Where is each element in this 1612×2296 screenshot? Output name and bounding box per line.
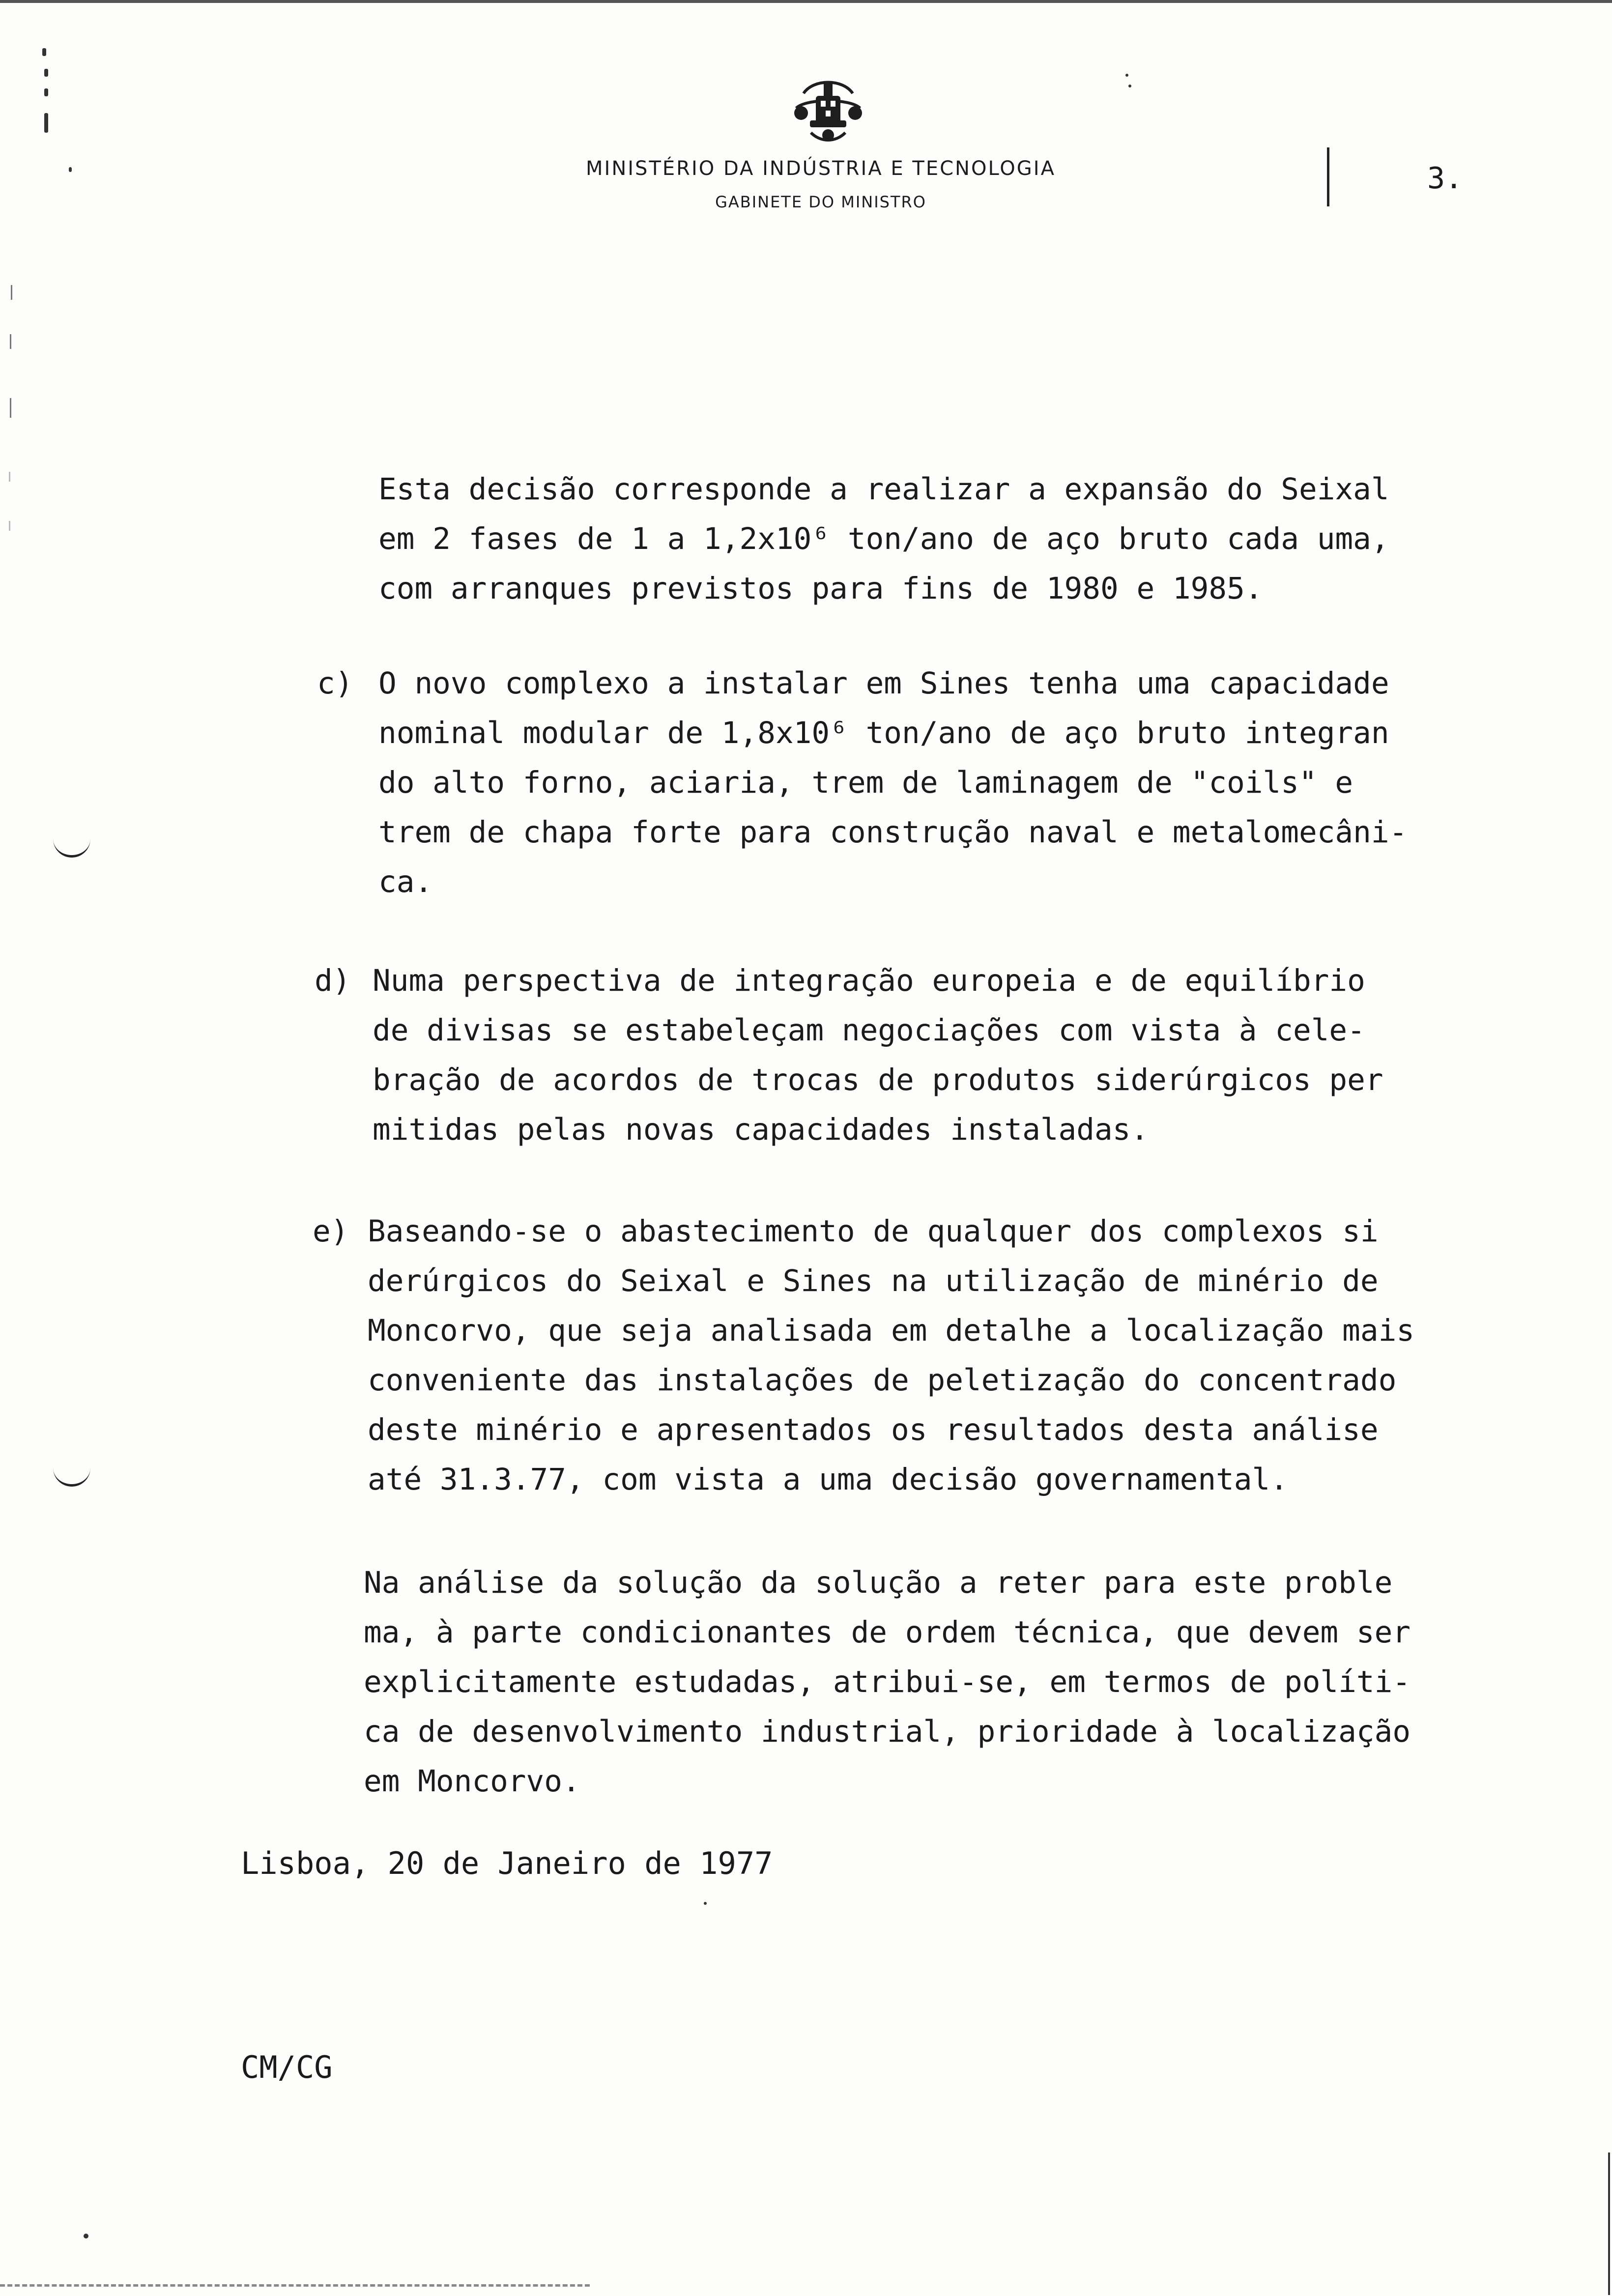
dateline: Lisboa, 20 de Janeiro de 1977: [241, 1845, 773, 1881]
text-line: deste minério e apresentados os resultados desta análise: [368, 1412, 1379, 1447]
text-line: mitidas pelas novas capacidades instaladas.: [373, 1112, 1149, 1147]
text-line: até 31.3.77, com vista a uma decisão governamental.: [368, 1462, 1288, 1497]
text-line: do alto forno, aciaria, trem de laminagem de "coils" e: [378, 765, 1353, 800]
closing-paragraph: [364, 1558, 1410, 1806]
text-line: com arranques previstos para fins de 1980 e 1985.: [378, 571, 1263, 606]
coat-of-arms-icon: [786, 74, 870, 147]
text-line: ca.: [378, 864, 433, 899]
margin-tick: [10, 334, 11, 349]
text-line: Esta decisão corresponde a realizar a expansão do Seixal: [378, 472, 1389, 507]
speck: [1128, 85, 1131, 87]
intro-paragraph: [378, 464, 1389, 613]
text-line: de divisas se estabeleçam negociações com vista à cele-: [373, 1013, 1365, 1048]
text-line: Moncorvo, que seja analisada em detalhe a localização mais: [368, 1313, 1415, 1348]
text-line: ma, à parte condicionantes de ordem técnica, que devem ser: [364, 1615, 1411, 1650]
page-number: 3.: [1427, 161, 1463, 196]
text-line: Na análise da solução da solução a reter para este proble: [364, 1565, 1393, 1600]
item-marker-c: c): [317, 666, 353, 701]
text-line: em Moncorvo.: [364, 1764, 580, 1799]
item-e-paragraph: [368, 1206, 1414, 1504]
margin-tick: [10, 398, 11, 418]
top-scan-edge: [0, 0, 1612, 3]
text-line: derúrgicos do Seixal e Sines na utilização de minério de: [368, 1263, 1379, 1298]
margin-mark: [42, 48, 46, 56]
margin-mark: [44, 113, 48, 133]
header-vertical-bar: [1327, 147, 1329, 206]
margin-curve-mark: [53, 835, 90, 858]
margin-tick: [9, 472, 10, 482]
bottom-scan-edge: [0, 2284, 590, 2287]
speck: [704, 1902, 707, 1905]
item-marker-e: e): [313, 1214, 349, 1249]
margin-curve-mark: [53, 1464, 90, 1487]
margin-mark: [44, 88, 48, 96]
author-initials: CM/CG: [241, 2049, 333, 2085]
margin-tick: [11, 285, 12, 300]
ministry-heading: MINISTÉRIO DA INDÚSTRIA E TECNOLOGIA: [586, 157, 1056, 180]
item-marker-d: d): [315, 963, 351, 998]
cabinet-subheading: GABINETE DO MINISTRO: [715, 193, 926, 211]
text-line: em 2 fases de 1 a 1,2x10⁶ ton/ano de aço bruto cada uma,: [378, 521, 1389, 556]
margin-mark: [69, 167, 72, 172]
text-line: nominal modular de 1,8x10⁶ ton/ano de aço bruto integran: [378, 716, 1389, 750]
text-line: Numa perspectiva de integração europeia e de equilíbrio: [373, 963, 1365, 998]
text-line: trem de chapa forte para construção naval e metalomecâni-: [378, 815, 1408, 850]
margin-mark: [44, 69, 48, 77]
speck: [84, 2234, 88, 2239]
text-line: O novo complexo a instalar em Sines tenha uma capacidade: [378, 666, 1389, 701]
speck: [1125, 74, 1128, 77]
text-line: Baseando-se o abastecimento de qualquer dos complexos si: [368, 1214, 1379, 1249]
text-line: explicitamente estudadas, atribui-se, em termos de políti-: [364, 1665, 1411, 1699]
margin-tick: [9, 521, 10, 531]
item-c-paragraph: [378, 659, 1407, 907]
right-scan-edge: [1608, 2152, 1610, 2295]
text-line: bração de acordos de trocas de produtos siderúrgicos per: [373, 1062, 1383, 1097]
text-line: ca de desenvolvimento industrial, prioridade à localização: [364, 1714, 1411, 1749]
text-line: conveniente das instalações de peletização do concentrado: [368, 1363, 1397, 1398]
item-d-paragraph: [373, 956, 1383, 1154]
